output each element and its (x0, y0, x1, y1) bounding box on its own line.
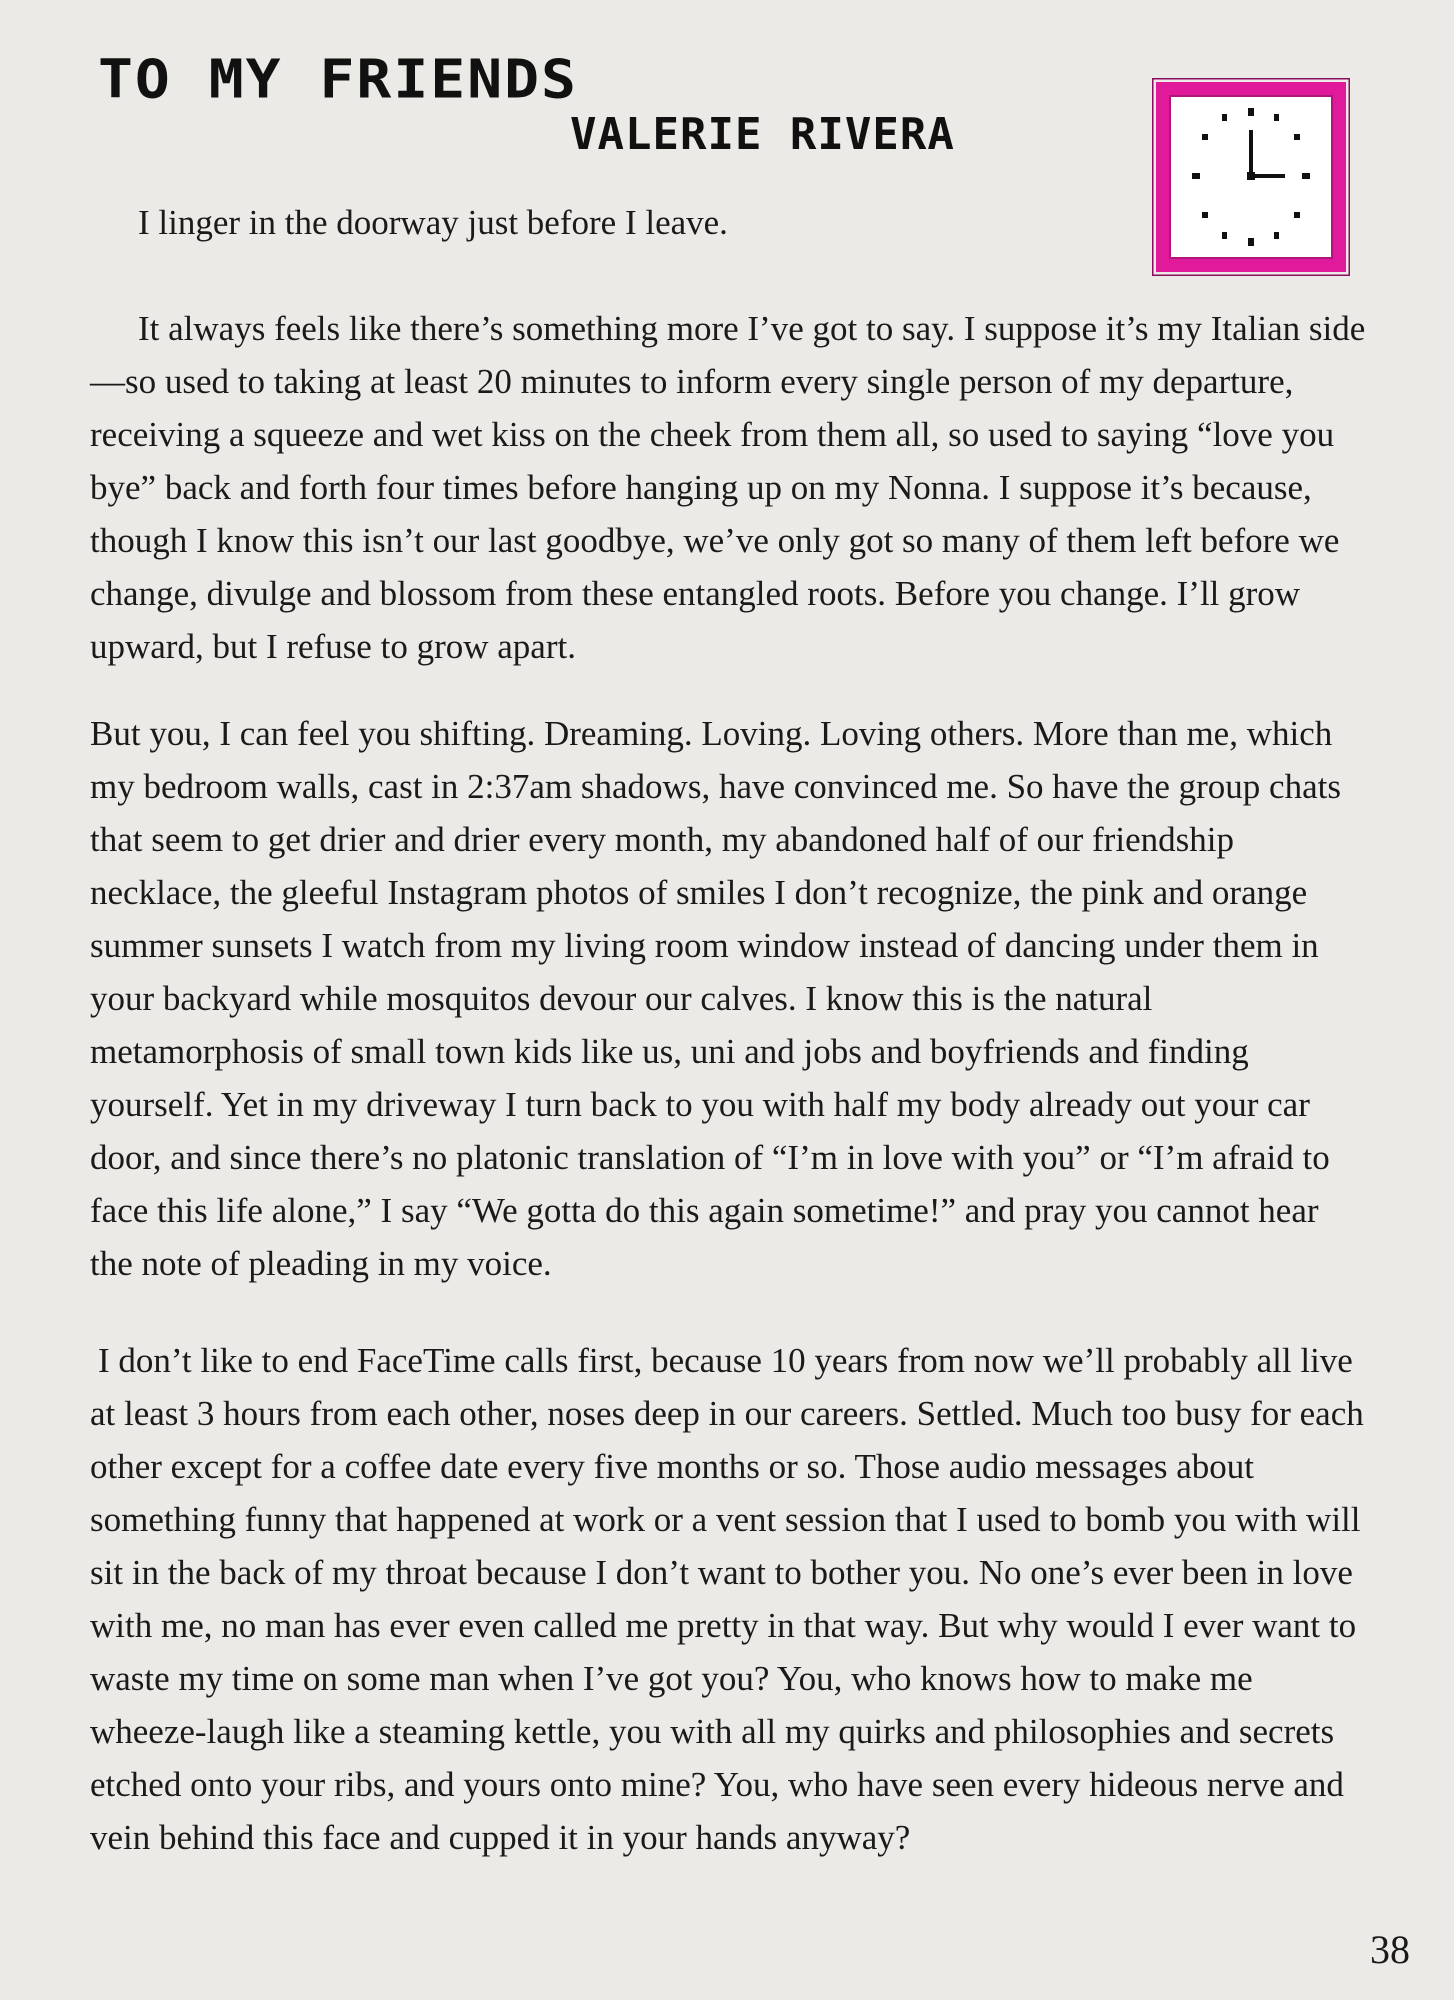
story-body (90, 196, 1370, 1864)
paragraph-3: But you, I can feel you shifting. Dreaming. Loving. Loving others. More than me, which my bedroom walls, cast in 2:37am shadows, have convinced me. So have the group chats that seem to get drier and drier every month, my abandoned half of our friendship necklace, the gleeful Instagram photos of smiles I don’t recognize, the pink and orange summer sunsets I watch from my living room window instead of dancing under them in your backyard while mosquitos devour our calves. I know this is the natural metamorphosis of small town kids like us, uni and jobs and boyfriends and finding yourself. Yet in my driveway I turn back to you with half my body already out your car door, and since there’s no platonic translation of “I’m in love with you” or “I’m afraid to face this life alone,” I say “We gotta do this again sometime!” and pray you cannot hear the note of pleading in my voice. (90, 714, 1341, 1283)
paragraph-4: I don’t like to end FaceTime calls first, because 10 years from now we’ll probably all live at least 3 hours from each other, noses deep in our careers. Settled. Much too busy for each other except for a coffee date every five months or so. Those audio messages about something funny that happened at work or a vent session that I used to bomb you with will sit in the back of my throat because I don’t want to bother you. No one’s ever been in love with me, no man has ever even called me pretty in that way. But why would I ever want to waste my time on some man when I’ve got you? You, who knows how to make me wheeze-laugh like a steaming kettle, you with all my quirks and philosophies and secrets etched onto your ribs, and yours onto mine? You, who have seen every hideous nerve and vein behind this face and cupped it in your hands anyway? (90, 1341, 1364, 1857)
author-name: VALERIE RIVERA (570, 109, 955, 160)
paragraph-1: I linger in the doorway just before I leave. (138, 203, 728, 242)
article-title: TO MY FRIENDS (98, 48, 578, 111)
paragraph-2: It always feels like there’s something more I’ve got to say. I suppose it’s my Italian side—so used to taking at least 20 minutes to inform every single person of my departure, receiving a squeeze and wet kiss on the cheek from them all, so used to saying “love you bye” back and forth four times before hanging up on my Nonna. I suppose it’s because, though I know this isn’t our last goodbye, we’ve only got so many of them left before we change, divulge and blossom from these entangled roots. Before you change. I’ll grow upward, but I refuse to grow apart. (90, 309, 1366, 666)
page-number: 38 (1370, 1927, 1410, 1972)
